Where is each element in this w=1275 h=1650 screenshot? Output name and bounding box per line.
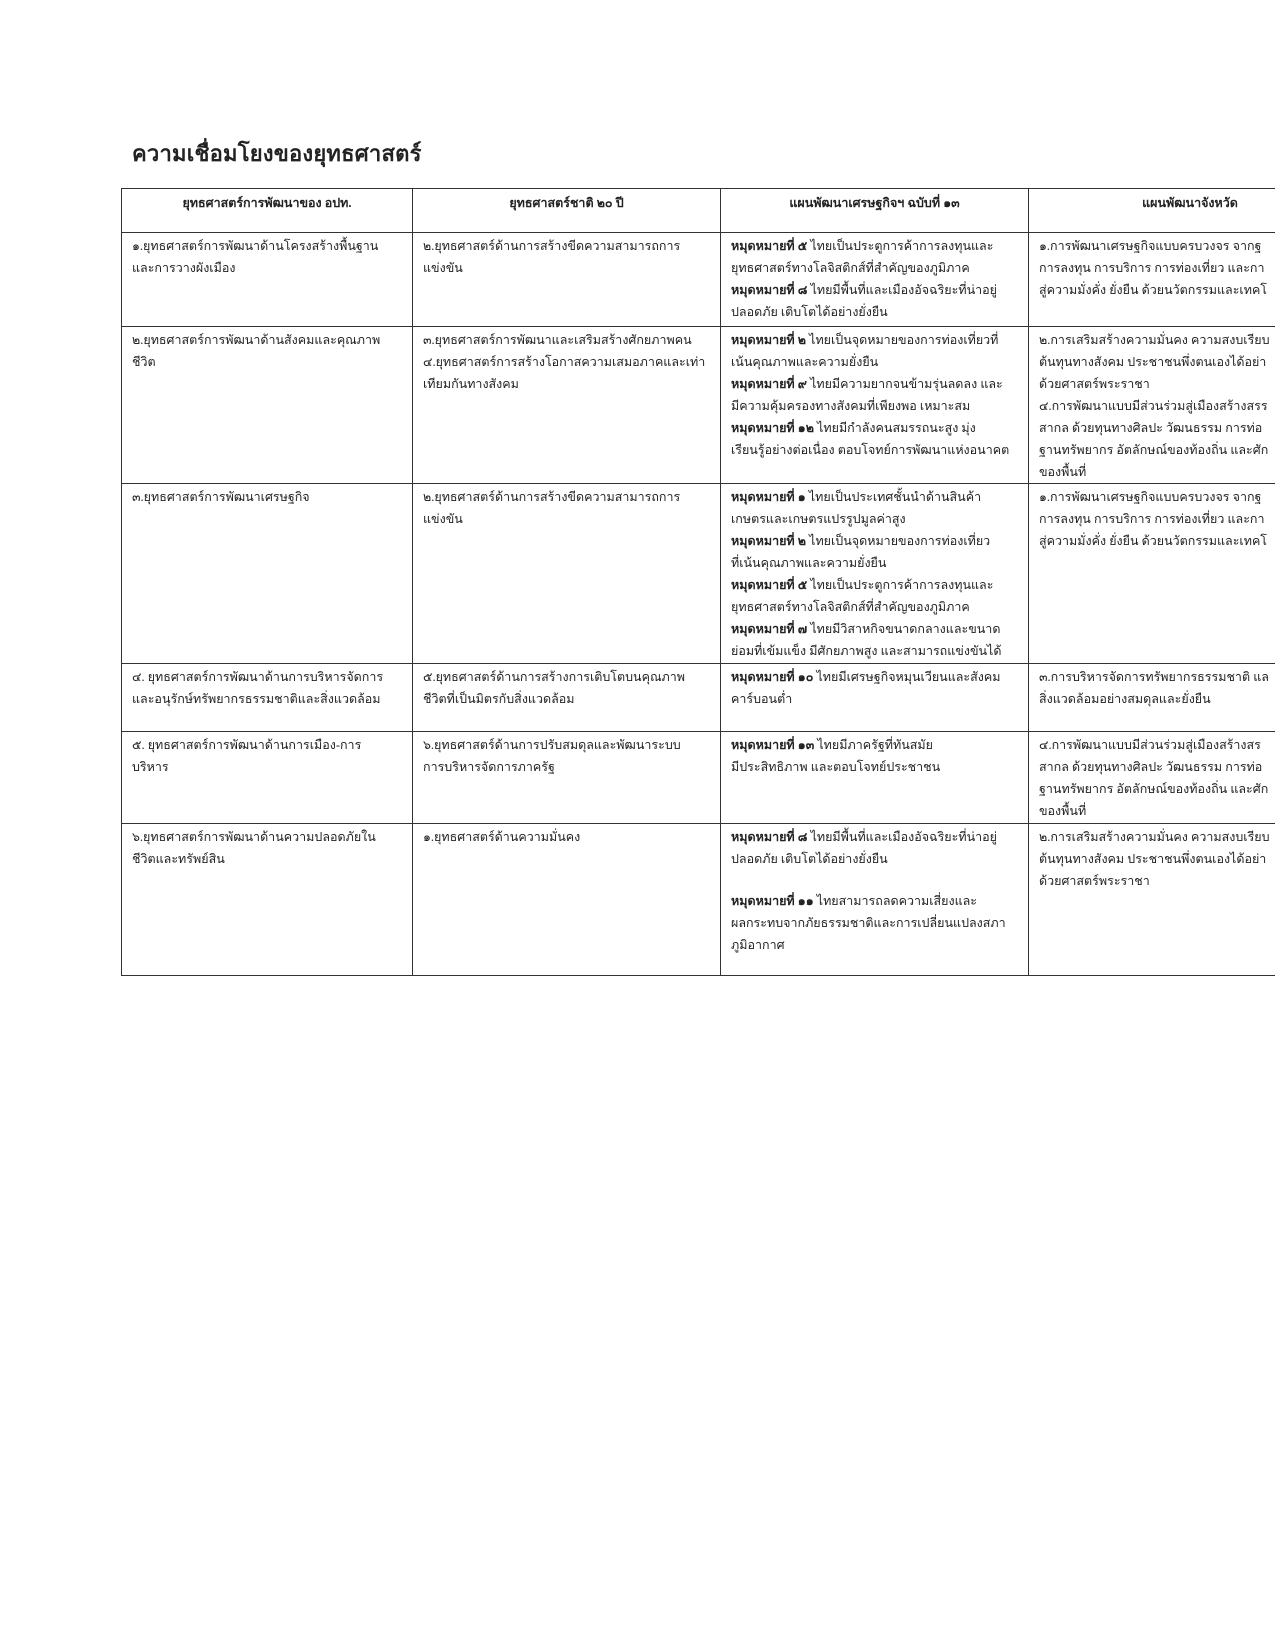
cell-line: ชีวิตที่เป็นมิตรกับสิ่งแวดล้อม (423, 692, 575, 706)
cell-line: การลงทุน การบริการ การท่องเที่ยว และกา (1039, 261, 1265, 275)
milestone-text: ที่เน้นคุณภาพและความยั่งยืน (731, 556, 887, 570)
cell-line: ๑.การพัฒนาเศรษฐกิจแบบครบวงจร จากฐ (1039, 490, 1262, 504)
milestone-text: ไทยเป็นประตูการค้าการลงทุนและ (807, 578, 994, 592)
cell-line (731, 934, 1018, 956)
local-strategy-cell (122, 484, 413, 664)
milestone-text: ไทยมีความยากจนข้ามรุ่นลดลง และ (806, 377, 1003, 391)
cell-line (731, 734, 1018, 756)
cell-line: ๔.การพัฒนาแบบมีส่วนร่วมสู่เมืองสร้างสรร (1039, 399, 1268, 413)
national-strategy-cell (413, 327, 721, 484)
milestone-text: ไทยเป็นจุดหมายของการท่องเที่ยวที่ (806, 333, 999, 347)
cell-line: ฐานทรัพยากร อัตลักษณ์ของท้องถิ่น และศัก (1039, 782, 1269, 796)
table-row (122, 664, 1275, 732)
provincial-plan-cell (1029, 484, 1275, 664)
cell-line: ๒.การเสริมสร้างความมั่นคง ความสงบเรียบ (1039, 830, 1270, 844)
local-strategy-cell (122, 824, 413, 976)
cell-line: และอนุรักษ์ทรัพยากรธรรมชาติและสิ่งแวดล้อม (132, 692, 381, 706)
table-row (122, 327, 1275, 484)
milestone-text: เรียนรู้อย่างต่อเนื่อง ตอบโจทย์การพัฒนาแห่งอนาคต (731, 443, 1010, 457)
milestone-text: ไทยสามารถลดความเสี่ยงและ (813, 894, 977, 908)
cell-line (731, 890, 1018, 912)
milestone-text: ย่อมที่เข้มแข็ง มีศักยภาพสูง และสามารถแข่งขันได้ (731, 644, 1002, 658)
cell-line: ต้นทุนทางสังคม ประชาชนพึ่งตนเองได้อย่า (1039, 355, 1267, 369)
local-strategy-cell (122, 233, 413, 327)
cell-line: ๒.ยุทธศาสตร์ด้านการสร้างขีดความสามารถการ (423, 490, 681, 504)
milestone-text: ไทยมีพื้นที่และเมืองอัจฉริยะที่น่าอยู่ (807, 283, 997, 297)
table-row (122, 732, 1275, 824)
cell-line: ๓.การบริหารจัดการทรัพยากรธรรมชาติ แล (1039, 670, 1269, 684)
table-header-row (122, 189, 1275, 233)
economic-plan-cell (721, 327, 1029, 484)
milestone-label: หมุดหมายที่ ๕ (731, 239, 808, 253)
local-strategy-cell (122, 327, 413, 484)
milestone-label: หมุดหมายที่ ๑๒ (731, 421, 814, 435)
cell-line (731, 439, 1018, 461)
cell-line: การบริหารจัดการภาครัฐ (423, 760, 555, 774)
milestone-text: เกษตรและเกษตรแปรรูปมูลค่าสูง (731, 512, 906, 526)
cell-line: สิ่งแวดล้อมอย่างสมดุลและยั่งยืน (1039, 692, 1211, 706)
provincial-plan-cell (1029, 824, 1275, 976)
header-national-strategy: ยุทธศาสตร์ชาติ ๒๐ ปี (413, 189, 721, 233)
cell-line (731, 596, 1018, 618)
table-row (122, 484, 1275, 664)
milestone-label: หมุดหมายที่ ๘ (731, 830, 808, 844)
economic-plan-cell (721, 664, 1029, 732)
cell-line: สากล ด้วยทุนทางศิลปะ วัฒนธรรม การท่อ (1039, 760, 1263, 774)
local-strategy-cell (122, 664, 413, 732)
milestone-label: หมุดหมายที่ ๒ (731, 333, 807, 347)
cell-line (731, 574, 1018, 596)
milestone-label: หมุดหมายที่ ๑๓ (731, 738, 815, 752)
cell-line (731, 826, 1018, 848)
cell-line (731, 756, 1018, 778)
cell-line: ๑.ยุทธศาสตร์ด้านความมั่นคง (423, 830, 581, 844)
cell-line: ๖.ยุทธศาสตร์การพัฒนาด้านความปลอดภัยใน (132, 830, 376, 844)
provincial-plan-cell (1029, 233, 1275, 327)
provincial-plan-cell (1029, 664, 1275, 732)
milestone-text: ปลอดภัย เติบโตได้อย่างยั่งยืน (731, 852, 888, 866)
milestone-text: ยุทธศาสตร์ทางโลจิสติกส์ที่สำคัญของภูมิภาค (731, 600, 970, 614)
milestone-label: หมุดหมายที่ ๙ (731, 377, 807, 391)
cell-line: ๓.ยุทธศาสตร์การพัฒนาและเสริมสร้างศักยภาพคน (423, 333, 692, 347)
cell-line (731, 351, 1018, 373)
cell-line: ๒.ยุทธศาสตร์การพัฒนาด้านสังคมและคุณภาพ (132, 333, 381, 347)
header-economic-plan: แผนพัฒนาเศรษฐกิจฯ ฉบับที่ ๑๓ (721, 189, 1029, 233)
header-local-strategy: ยุทธศาสตร์การพัฒนาของ อปท. (122, 189, 413, 233)
provincial-plan-cell (1029, 327, 1275, 484)
cell-line: การลงทุน การบริการ การท่องเที่ยว และกา (1039, 512, 1265, 526)
milestone-label: หมุดหมายที่ ๑๐ (731, 670, 814, 684)
cell-line: เทียมกันทางสังคม (423, 377, 519, 391)
cell-line (731, 257, 1018, 279)
cell-line: ๑.การพัฒนาเศรษฐกิจแบบครบวงจร จากฐ (1039, 239, 1262, 253)
milestone-text: ไทยมีภาครัฐที่ทันสมัย (814, 738, 933, 752)
cell-line (731, 508, 1018, 530)
cell-line: ๔.ยุทธศาสตร์การสร้างโอกาสความเสมอภาคและเท่า (423, 355, 706, 369)
cell-line: ของพื้นที่ (1039, 804, 1087, 818)
cell-line: ๖.ยุทธศาสตร์ด้านการปรับสมดุลและพัฒนาระบบ (423, 738, 681, 752)
national-strategy-cell (413, 484, 721, 664)
cell-line: ๕. ยุทธศาสตร์การพัฒนาด้านการเมือง-การ (132, 738, 362, 752)
cell-line: ด้วยศาสตร์พระราชา (1039, 377, 1150, 391)
cell-line: ฐานทรัพยากร อัตลักษณ์ของท้องถิ่น และศัก (1039, 443, 1269, 457)
milestone-label: หมุดหมายที่ ๗ (731, 622, 808, 636)
milestone-label: หมุดหมายที่ ๕ (731, 578, 808, 592)
cell-line: แข่งขัน (423, 512, 463, 526)
economic-plan-cell (721, 233, 1029, 327)
milestone-label: หมุดหมายที่ ๘ (731, 283, 808, 297)
milestone-text: ไทยมีวิสาหกิจขนาดกลางและขนาด (807, 622, 1001, 636)
strategy-linkage-table-container (121, 188, 1275, 976)
milestone-text: ไทยเป็นจุดหมายของการท่องเที่ยว (806, 534, 991, 548)
cell-line (731, 530, 1018, 552)
cell-line: สู่ความมั่งคั่ง ยั่งยืน ด้วยนวัตกรรมและเทคโ (1039, 283, 1268, 297)
milestone-text: มีประสิทธิภาพ และตอบโจทย์ประชาชน (731, 760, 941, 774)
strategy-linkage-table (121, 188, 1275, 976)
cell-line: ๒.ยุทธศาสตร์ด้านการสร้างขีดความสามารถการ (423, 239, 681, 253)
milestone-text: ปลอดภัย เติบโตได้อย่างยั่งยืน (731, 305, 888, 319)
cell-line: ต้นทุนทางสังคม ประชาชนพึ่งตนเองได้อย่า (1039, 852, 1267, 866)
milestone-label: หมุดหมายที่ ๑๑ (731, 894, 814, 908)
milestone-text: ยุทธศาสตร์ทางโลจิสติกส์ที่สำคัญของภูมิภาค (731, 261, 970, 275)
cell-line (731, 373, 1018, 395)
milestone-text: ไทยเป็นประเทศชั้นนำด้านสินค้า (805, 490, 982, 504)
cell-line (731, 301, 1018, 323)
cell-line: ๔. ยุทธศาสตร์การพัฒนาด้านการบริหารจัดการ (132, 670, 384, 684)
milestone-text: ไทยเป็นประตูการค้าการลงทุนและ (807, 239, 994, 253)
cell-line (731, 688, 1018, 710)
cell-line (731, 552, 1018, 574)
national-strategy-cell (413, 664, 721, 732)
cell-line: ด้วยศาสตร์พระราชา (1039, 874, 1150, 888)
economic-plan-cell (721, 484, 1029, 664)
line-gap (731, 870, 1018, 890)
milestone-text: ไทยมีกำลังคนสมรรถนะสูง มุ่ง (813, 421, 976, 435)
cell-line: ๓.ยุทธศาสตร์การพัฒนาเศรษฐกิจ (132, 490, 310, 504)
cell-line (731, 235, 1018, 257)
economic-plan-cell (721, 824, 1029, 976)
milestone-label: หมุดหมายที่ ๒ (731, 534, 807, 548)
table-row (122, 824, 1275, 976)
header-provincial-plan: แผนพัฒนาจังหวัด (1029, 189, 1275, 233)
provincial-plan-cell (1029, 732, 1275, 824)
cell-line: และการวางผังเมือง (132, 261, 236, 275)
milestone-label: หมุดหมายที่ ๑ (731, 490, 806, 504)
milestone-text: คาร์บอนต่ำ (731, 692, 793, 706)
cell-line: ของพื้นที่ (1039, 465, 1087, 479)
cell-line: สากล ด้วยทุนทางศิลปะ วัฒนธรรม การท่อ (1039, 421, 1263, 435)
cell-line (731, 618, 1018, 640)
cell-line (731, 912, 1018, 934)
cell-line: ๔.การพัฒนาแบบมีส่วนร่วมสู่เมืองสร้างสร (1039, 738, 1261, 752)
table-row (122, 233, 1275, 327)
cell-line (731, 486, 1018, 508)
national-strategy-cell (413, 233, 721, 327)
cell-line (731, 666, 1018, 688)
cell-line: ๕.ยุทธศาสตร์ด้านการสร้างการเติบโตบนคุณภาพ (423, 670, 686, 684)
cell-line (731, 640, 1018, 662)
cell-line (731, 329, 1018, 351)
cell-line: บริหาร (132, 760, 169, 774)
cell-line: ชีวิต (132, 355, 156, 369)
local-strategy-cell (122, 732, 413, 824)
cell-line: ชีวิตและทรัพย์สิน (132, 852, 225, 866)
cell-line (731, 395, 1018, 417)
national-strategy-cell (413, 824, 721, 976)
milestone-text: เน้นคุณภาพและความยั่งยืน (731, 355, 879, 369)
cell-line (731, 417, 1018, 439)
economic-plan-cell (721, 732, 1029, 824)
table-body (122, 233, 1275, 976)
milestone-text: ไทยมีพื้นที่และเมืองอัจฉริยะที่น่าอยู่ (807, 830, 997, 844)
milestone-text: ผลกระทบจากภัยธรรมชาติและการเปลี่ยนแปลงสภา (731, 916, 1006, 930)
national-strategy-cell (413, 732, 721, 824)
cell-line (731, 279, 1018, 301)
milestone-text: มีความคุ้มครองทางสังคมที่เพียงพอ เหมาะสม (731, 399, 971, 413)
cell-line: สู่ความมั่งคั่ง ยั่งยืน ด้วยนวัตกรรมและเทคโ (1039, 534, 1268, 548)
cell-line: ๒.การเสริมสร้างความมั่นคง ความสงบเรียบ (1039, 333, 1270, 347)
milestone-text: ไทยมีเศรษฐกิจหมุนเวียนและสังคม (813, 670, 1001, 684)
cell-line: ๑.ยุทธศาสตร์การพัฒนาด้านโครงสร้างพื้นฐาน (132, 239, 379, 253)
cell-line: แข่งขัน (423, 261, 463, 275)
page-title: ความเชื่อมโยงของยุทธศาสตร์ (132, 141, 422, 166)
cell-line (731, 848, 1018, 870)
milestone-text: ภูมิอากาศ (731, 938, 785, 952)
